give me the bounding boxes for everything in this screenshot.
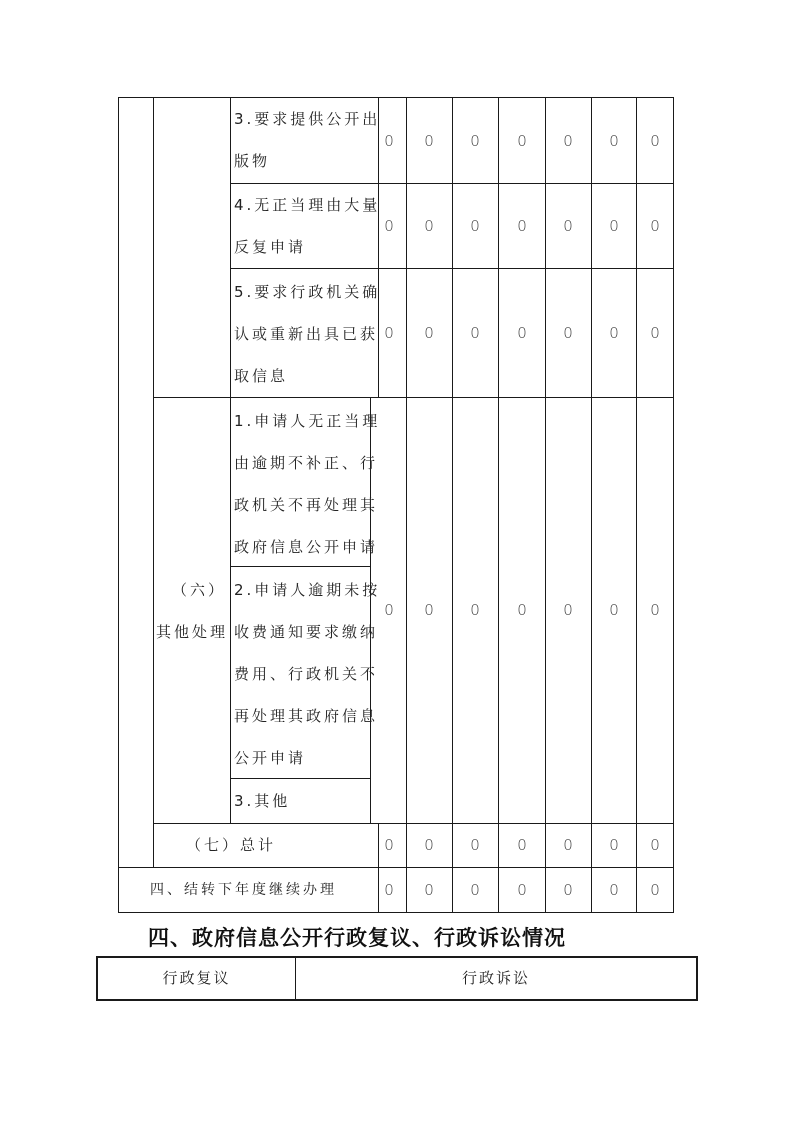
cell-value: 0 <box>517 881 527 899</box>
cell-value: 0 <box>650 881 660 899</box>
cell-value: 0 <box>470 217 480 235</box>
cell-value: 0 <box>424 217 434 235</box>
table-line <box>406 97 407 912</box>
cell-value: 0 <box>563 132 573 150</box>
table-line <box>118 912 674 913</box>
table-line <box>591 97 592 912</box>
cell-value: 0 <box>384 881 394 899</box>
carry-over-label: 四、结转下年度继续办理 <box>150 882 337 898</box>
cell-value: 0 <box>424 324 434 342</box>
group-title-line: （六） <box>172 581 227 599</box>
sub-item-line: 1.申请人无正当理 <box>234 412 381 430</box>
cell-value: 0 <box>470 836 480 854</box>
cell-value: 0 <box>650 601 660 619</box>
cell-value: 0 <box>517 132 527 150</box>
cell-value: 0 <box>470 324 480 342</box>
sub-item-line: 收费通知要求缴纳 <box>234 623 379 641</box>
table-line <box>378 97 379 397</box>
cell-value: 0 <box>563 601 573 619</box>
cell-value: 0 <box>384 132 394 150</box>
row-label-line: 4.无正当理由大量 <box>234 196 381 214</box>
cell-value: 0 <box>517 324 527 342</box>
cell-value: 0 <box>470 601 480 619</box>
table-line <box>545 97 546 912</box>
table-line <box>153 97 154 867</box>
cell-value: 0 <box>609 601 619 619</box>
cell-value: 0 <box>384 601 394 619</box>
admin-litigation-header: 行政诉讼 <box>461 969 530 987</box>
cell-value: 0 <box>609 881 619 899</box>
table-line <box>696 956 698 1001</box>
row-label-line: 认或重新出具已获 <box>234 325 379 343</box>
sub-item-line: 费用、行政机关不 <box>234 665 379 683</box>
cell-value: 0 <box>384 836 394 854</box>
cell-value: 0 <box>650 324 660 342</box>
cell-value: 0 <box>517 836 527 854</box>
cell-value: 0 <box>609 836 619 854</box>
row-label-line: 5.要求行政机关确 <box>234 283 381 301</box>
row-label-line: 3.要求提供公开出 <box>234 110 381 128</box>
sub-item-line: 由逾期不补正、行 <box>234 454 379 472</box>
cell-value: 0 <box>650 217 660 235</box>
table-line <box>230 97 231 823</box>
table-line <box>118 97 119 912</box>
group-title-line: 其他处理 <box>156 623 229 641</box>
sub-item-line: 政机关不再处理其 <box>234 496 379 514</box>
section-heading: 四、政府信息公开行政复议、行政诉讼情况 <box>148 926 566 950</box>
admin-review-header: 行政复议 <box>162 969 231 987</box>
table-line <box>96 999 697 1001</box>
sub-item-line: 政府信息公开申请 <box>234 538 379 556</box>
cell-value: 0 <box>384 217 394 235</box>
cell-value: 0 <box>563 217 573 235</box>
cell-value: 0 <box>517 601 527 619</box>
table-line <box>498 97 499 912</box>
row-label-line: 版物 <box>234 152 271 170</box>
cell-value: 0 <box>563 324 573 342</box>
cell-value: 0 <box>517 217 527 235</box>
table-line <box>673 97 674 912</box>
sub-item-line: 公开申请 <box>234 749 307 767</box>
row-label-line: 反复申请 <box>234 238 307 256</box>
cell-value: 0 <box>470 132 480 150</box>
cell-value: 0 <box>650 836 660 854</box>
cell-value: 0 <box>424 836 434 854</box>
cell-value: 0 <box>470 881 480 899</box>
cell-value: 0 <box>609 324 619 342</box>
cell-value: 0 <box>609 217 619 235</box>
sub-item-line: 2.申请人逾期未按 <box>234 581 381 599</box>
cell-value: 0 <box>609 132 619 150</box>
cell-value: 0 <box>424 132 434 150</box>
cell-value: 0 <box>650 132 660 150</box>
table-line <box>452 97 453 912</box>
cell-value: 0 <box>424 601 434 619</box>
sub-item-line: 3.其他 <box>234 792 291 810</box>
cell-value: 0 <box>384 324 394 342</box>
cell-value: 0 <box>424 881 434 899</box>
cell-value: 0 <box>563 836 573 854</box>
row-label-line: 取信息 <box>234 367 289 385</box>
total-label: （七）总计 <box>186 836 277 854</box>
table-line <box>96 956 697 958</box>
sub-item-line: 再处理其政府信息 <box>234 707 379 725</box>
table-line <box>636 97 637 912</box>
table-line <box>153 397 674 398</box>
table-line <box>378 823 379 912</box>
cell-value: 0 <box>563 881 573 899</box>
